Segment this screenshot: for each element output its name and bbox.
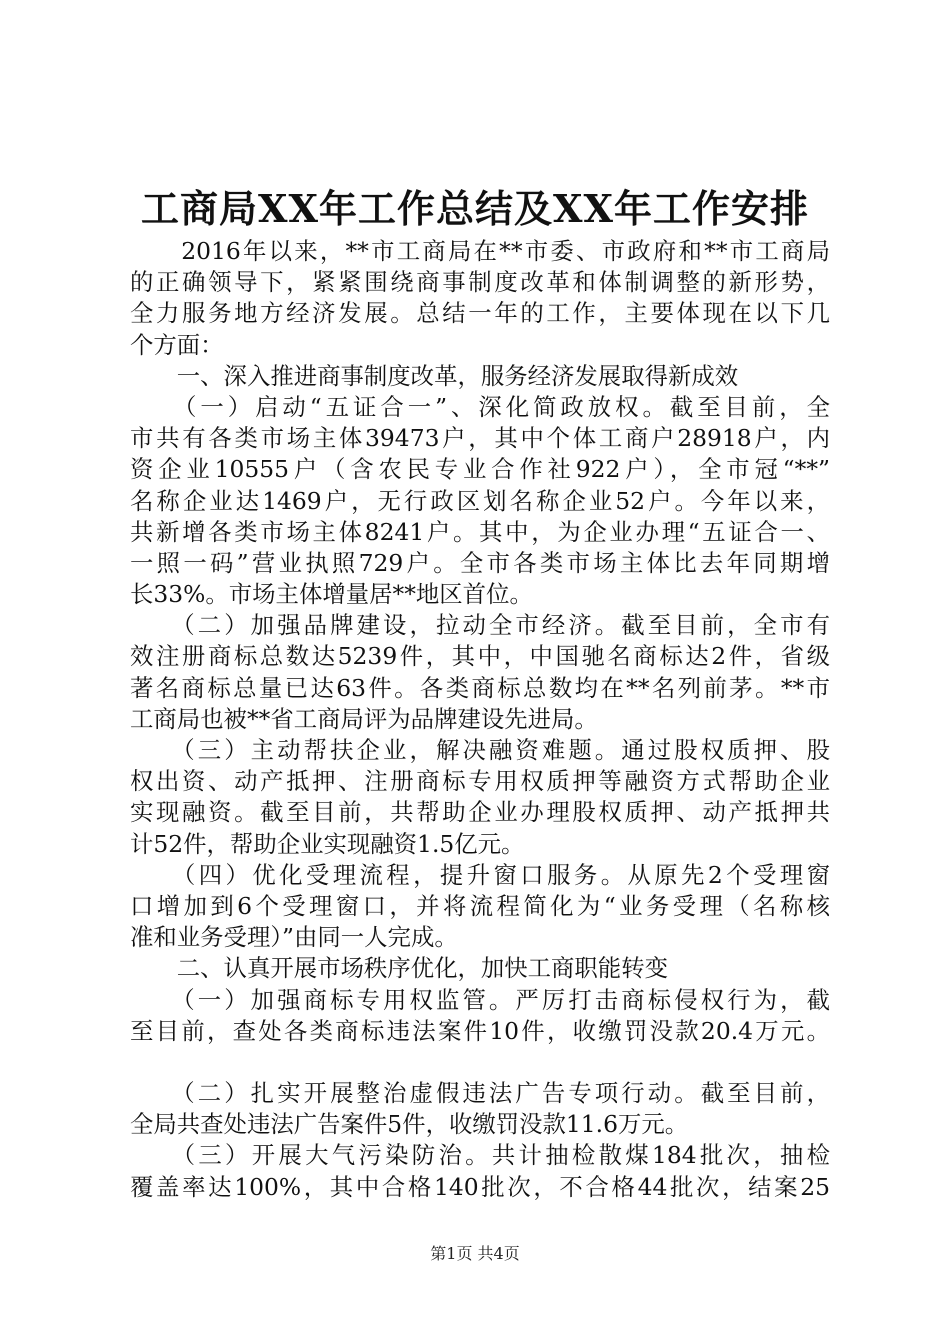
text-line: 2016年以来，**市工商局在**市委、市政府和**市工商局 [130, 237, 830, 265]
text-line: （一）启动“五证合一”、深化简政放权。截至目前，全 [130, 392, 830, 421]
text-line: 名称企业达1469户，无行政区划名称企业52户。今年以来， [130, 486, 830, 515]
text-line: 覆盖率达100%，其中合格140批次，不合格44批次，结案25 [130, 1172, 830, 1201]
text-line [130, 1047, 830, 1078]
text-line: （三）开展大气污染防治。共计抽检散煤184批次，抽检 [130, 1141, 830, 1170]
text-line: 实现融资。截至目前，共帮助企业办理股权质押、动产抵押共 [130, 798, 830, 827]
text-line: 计52件，帮助企业实现融资1.5亿元。 [130, 829, 525, 858]
text-line: 著名商标总量已达63件。各类商标总数均在**名列前茅。**市 [130, 673, 830, 702]
text-line: 资企业10555户（含农民专业合作社922户），全市冠“**” [130, 455, 830, 484]
text-line: 长33%。市场主体增量居**地区首位。 [130, 580, 533, 609]
page-footer: 第1页 共4页 [430, 1244, 520, 1263]
text-line: （二）扎实开展整治虚假违法广告专项行动。截至目前， [130, 1079, 830, 1108]
document-title: 工商局XX年工作总结及XX年工作安排 [141, 186, 809, 231]
text-line: （四）优化受理流程，提升窗口服务。从原先2个受理窗 [130, 860, 830, 889]
text-line: （一）加强商标专用权监管。严厉打击商标侵权行为，截 [130, 985, 830, 1014]
text-line: 权出资、动产抵押、注册商标专用权质押等融资方式帮助企业 [130, 767, 830, 796]
text-line: 市共有各类市场主体39473户，其中个体工商户28918户，内 [130, 424, 830, 453]
text-line: 二、认真开展市场秩序优化，加快工商职能转变 [130, 954, 668, 983]
text-line: 至目前，查处各类商标违法案件10件，收缴罚没款20.4万元。 [130, 1016, 830, 1045]
text-line: （三）主动帮扶企业，解决融资难题。通过股权质押、股 [130, 736, 830, 764]
text-line: 准和业务受理）”由同一人完成。 [130, 923, 458, 952]
text-line: 一照一码”营业执照729户。全市各类市场主体比去年同期增 [130, 548, 830, 577]
text-line: 效注册商标总数达5239件，其中，中国驰名商标达2件，省级 [130, 642, 830, 671]
text-line: （二）加强品牌建设，拉动全市经济。截至目前，全市有 [130, 611, 830, 640]
text-line: 工商局也被**省工商局评为品牌建设先进局。 [130, 704, 598, 733]
text-line: 全局共查处违法广告案件5件，收缴罚没款11.6万元。 [130, 1110, 689, 1139]
text-line: 共新增各类市场主体8241户。其中，为企业办理“五证合一、 [130, 517, 830, 546]
text-line: 一、深入推进商事制度改革，服务经济发展取得新成效 [130, 361, 739, 390]
document-body [130, 236, 830, 1203]
text-line: 口增加到6个受理窗口，并将流程简化为“业务受理（名称核 [130, 891, 830, 920]
text-line: 的正确领导下，紧紧围绕商事制度改革和体制调整的新形势， [130, 268, 830, 297]
text-line: 全力服务地方经济发展。总结一年的工作，主要体现在以下几 [130, 299, 830, 328]
text-line: 个方面： [130, 330, 224, 359]
